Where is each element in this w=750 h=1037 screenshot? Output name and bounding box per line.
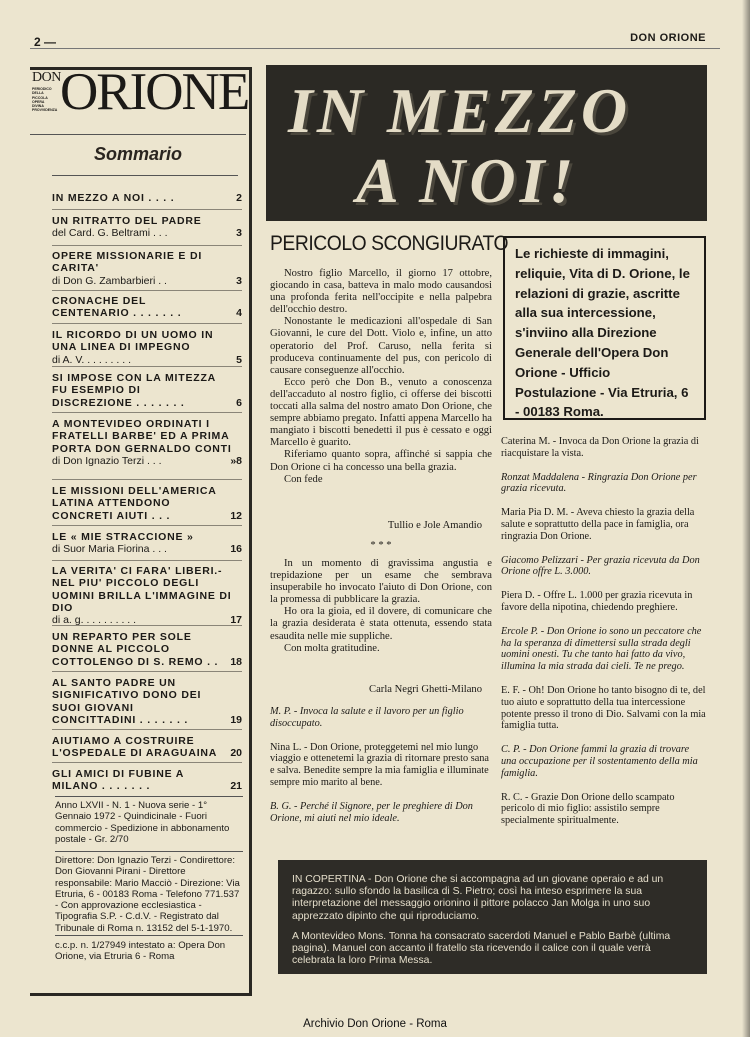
info-rule <box>55 796 243 797</box>
toc-divider <box>52 209 242 210</box>
toc-divider <box>52 762 242 763</box>
info-rule <box>55 935 243 936</box>
toc-item[interactable]: CRONACHE DEL CENTENARIO . . . . . . . 4 <box>52 295 242 320</box>
masthead-don: DON <box>32 70 61 85</box>
toc-divider <box>52 625 242 626</box>
main-title-banner <box>266 65 707 221</box>
toc-divider <box>52 671 242 672</box>
toc-item[interactable]: UN REPARTO PER SOLE DONNE AL PICCOLO COTTOLENGO DI S. REMO . . 18 <box>52 631 242 668</box>
sommario-title: Sommario <box>93 144 183 164</box>
notice-box: Le richieste di immagini, reliquie, Vita di D. Orione, le relazioni di grazie, ascritte alla sua intercessione, s'inviino alla Direzione Generale dell'Opera Don Orione - Ufficio Postulazione - Via Etruria, 6 - 00183 Roma. <box>503 236 706 420</box>
toc-divider <box>52 366 242 367</box>
cover-caption-box: IN COPERTINA - Don Orione che si accompagna ad un giovane operaio e ad un ragazzo: sullo sfondo la basilica di S. Pietro; così ha inteso esprimere la sua interpretazione del messaggio orionino il pittore polacco Jan Molga in uno suo apprezzato dipinto che qui riproduciamo. A Montevideo Mons. Tonna ha consacrato sacerdoti Manuel e Pablo Barbè (ultima pagina). Manuel con accanto il fratello sta ricevendo il calice con il quale verrà celebrata la loro Prima Messa. <box>278 860 707 974</box>
main-title-line2: A NOI! <box>356 145 578 216</box>
toc-item[interactable]: LA VERITA' CI FARA' LIBERI.- NEL PIU' PICCOLO DEGLI UOMINI BRILLA L'IMMAGINE DI DIO di a. g. . . . . . . . . . 17 <box>52 565 242 627</box>
masthead-rule <box>30 134 246 135</box>
running-title: DON ORIONE <box>630 32 706 44</box>
toc-item[interactable]: OPERE MISSIONARIE E DI CARITA' di Don G. Zambarbieri . . 3 <box>52 250 242 287</box>
main-title-line1: IN MEZZO <box>288 75 632 146</box>
article-body-2: In un momento di gravissima angustia e trepidazione per un esame che sembrava insuperabile ho invocato l'aiuto di Don Orione, con la promessa di pubblicare la grazia. Ho ora la gioia, ed il dovere, di comunicare che la grazia desiderata è stata ottenuta, essendo stata esaudita nelle mie suppliche. Con molta gratitudine. <box>270 558 492 654</box>
toc-item[interactable]: IL RICORDO DI UN UOMO IN UNA LINEA DI IMPEGNO di A. V. . . . . . . . . 5 <box>52 329 242 366</box>
archive-footer: Archivio Don Orione - Roma <box>303 1018 447 1030</box>
toc-item[interactable]: AL SANTO PADRE UN SIGNIFICATIVO DONO DEI SUOI GIOVANI CONCITTADINI . . . . . . . 19 <box>52 677 242 726</box>
article-signature-2: Carla Negri Ghetti-Milano <box>369 684 482 695</box>
sommario-rule <box>52 175 238 176</box>
toc-divider <box>52 479 242 480</box>
article-body: Nostro figlio Marcello, il giorno 17 ottobre, giocando in casa, batteva in malo modo causandosi una profonda ferita nell'occipite e nella palpebra dell'occhio destro. Nonostante le medicazioni all'ospedale di San Giovanni, le cure del Dott. Violo e, infine, un atto operatorio del Prof. Caruso, nella ferita si produceva continuamente del pus, con pericolo di causare conseguenze all'occhio. Ecco però che Don B., venuto a conoscenza dell'accaduto al nostro figlio, ci offerse dei biscotti toccati alla salma del nostro amato Don Orione, che sempre abbiamo pregato. Infatti appena Marcello ha mangiato i biscotti benedetti il pus è cessato e oggi Marcello è guarito. Riferiamo quanto sopra, affinché si sappia che Don Orione ci ha concesso una bella grazia. Con fede <box>270 268 492 485</box>
right-notes: Caterina M. - Invoca da Don Orione la grazia di riacquistare la vista. Ronzat Maddalena - Ringrazia Don Orione per grazia ricevuta. Maria Pia D. M. - Aveva chiesto la grazia della salute e soprattutto della pace in famiglia, ora ringrazia Don Orione. Giacomo Pelizzari - Per grazia ricevuta da Don Orione offre L. 3.000. Piera D. - Offre L. 1.000 per grazia ricevuta in favore della nipotina, chiedendo preghiere. Ercole P. - Don Orione io sono un peccatore che ha la speranza di dimettersi sulla strada degli uomini onesti. Tu che tanto hai fatto da vivo, illumina la mia strada dai cieli. Te ne prego. E. F. - Oh! Don Orione ho tanto bisogno di te, del tuo aiuto e soprattutto della tua intercessione potente presso il trono di Dio. Salvami con la mia famiglia tutta. C. P. - Don Orione fammi la grazia di trovare una occupazione per il sostentamento della mia famiglia. R. C. - Grazie Don Orione dello scampato pericolo di mio figlio: assistilo sempre specialmente spiritualmente. <box>501 436 706 827</box>
header-rule <box>30 48 720 49</box>
toc-divider <box>52 323 242 324</box>
toc-divider <box>52 290 242 291</box>
masthead-subtitle: PERIODICO DELLA PICCOLA OPERA DIVINA PROVVIDENZA <box>32 87 58 113</box>
mid-notes: M. P. - Invoca la salute e il lavoro per un figlio disoccupato. Nina L. - Don Orione, proteggetemi nel mio lungo viaggio e ottenetemi la grazia di ritornare presto sana e salva. Benedite sempre la mia famiglia e illuminate sempre mio marito al bene. B. G. - Perché il Signore, per le preghiere di Don Orione, mi aiuti nel mio ideale. <box>270 706 490 824</box>
page-edge-shadow <box>742 0 750 1037</box>
toc-item[interactable]: A MONTEVIDEO ORDINATI I FRATELLI BARBE' ED A PRIMA PORTA DON GERNALDO CONTI di Don Ignazio Terzi . . . »8 <box>52 418 242 467</box>
toc-item[interactable]: IN MEZZO A NOI . . . . 2 <box>52 192 242 204</box>
article-signature: Tullio e Jole Amandio <box>387 520 482 531</box>
page-number: 2 — <box>34 35 57 49</box>
toc-item[interactable]: UN RITRATTO DEL PADRE del Card. G. Beltrami . . . 3 <box>52 215 242 240</box>
issue-info: Anno LXVII - N. 1 - Nuova serie - 1° Gennaio 1972 - Quindicinale - Fuori commercio - Spedizione in abbonamento postale - Gr. 2/70 <box>55 800 230 845</box>
toc-item[interactable]: LE « MIE STRACCIONE » di Suor Maria Fiorina . . . 16 <box>52 531 242 556</box>
toc-divider <box>52 245 242 246</box>
article-heading: PERICOLO SCONGIURATO <box>270 232 509 255</box>
staff-info: Direttore: Don Ignazio Terzi - Condirettore: Don Giovanni Pirani - Direttore responsabile: Mario Macciò - Direzione: Via Etruria, 6 - 00183 Roma - Telefono 771.537 - Con approvazione ecclesiastica - Tipografia S.P. - C.d.V. - Registrato dal Tribunale di Roma n. 13152 del 5-1-1970. <box>55 855 240 934</box>
toc-divider <box>52 525 242 526</box>
toc-item[interactable]: AIUTIAMO A COSTRUIRE L'OSPEDALE DI ARAGUAINA 20 <box>52 735 242 760</box>
toc-item[interactable]: SI IMPOSE CON LA MITEZZA FU ESEMPIO DI DISCREZIONE . . . . . . . 6 <box>52 372 242 409</box>
toc-divider <box>52 729 242 730</box>
toc-divider <box>52 560 242 561</box>
masthead-logo <box>30 63 249 133</box>
ccp-info: c.c.p. n. 1/27949 intestato a: Opera Don Orione, via Etruria 6 - Roma <box>55 940 226 963</box>
masthead-orione: ORIONE <box>60 63 249 121</box>
section-stars: * * * <box>370 540 392 551</box>
toc-item[interactable]: GLI AMICI DI FUBINE A MILANO . . . . . . . 21 <box>52 768 242 793</box>
info-rule <box>55 851 243 852</box>
toc-divider <box>52 412 242 413</box>
toc-item[interactable]: LE MISSIONI DELL'AMERICA LATINA ATTENDONO CONCRETI AIUTI . . . 12 <box>52 485 242 522</box>
